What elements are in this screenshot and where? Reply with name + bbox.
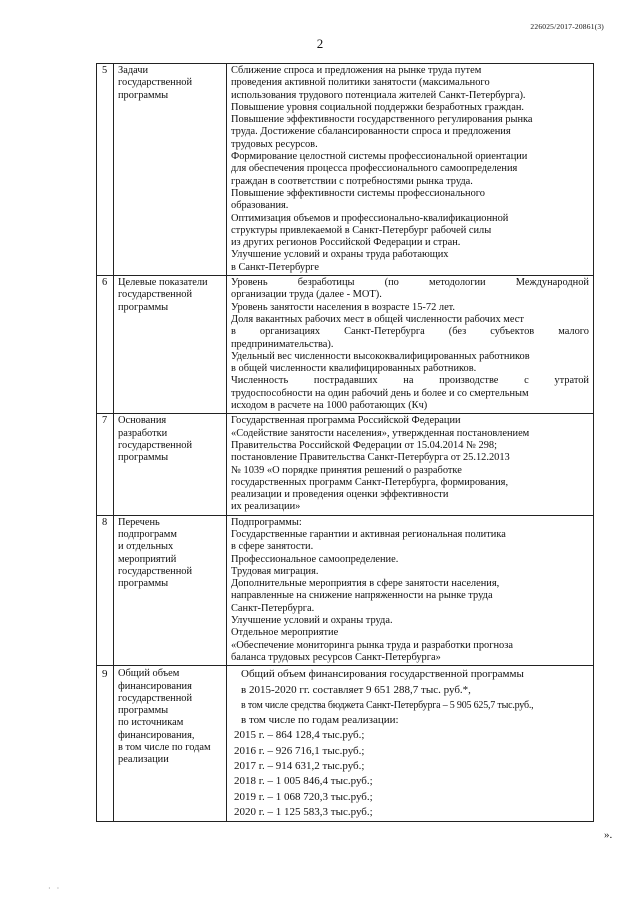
content-line: их реализации»: [231, 501, 301, 513]
title-line: программы: [118, 452, 169, 464]
content-line: трудовых ресурсов.: [231, 138, 318, 150]
content-line: Уровень безработицы (по методологии Международной: [231, 277, 589, 289]
content-line: Улучшение условий и охраны труда.: [231, 615, 393, 627]
row-number: 8: [97, 515, 114, 666]
title-line: реализации: [118, 754, 169, 766]
content-line: Повышение эффективности системы профессионального: [231, 187, 485, 199]
document-number: 226025/2017-20861(3): [530, 22, 604, 31]
content-line: Численность пострадавших на производстве с утратой: [231, 375, 589, 387]
content-line: Профессиональное самоопределение.: [231, 553, 399, 565]
row-content: [227, 515, 594, 666]
row-number: 6: [97, 276, 114, 414]
title-line: и отдельных: [118, 541, 174, 553]
content-line: в том числе по годам реализации:: [241, 714, 399, 727]
title-line: подпрограмм: [118, 528, 177, 540]
content-line: 2017 г. – 914 631,2 тыс.руб.;: [234, 760, 365, 773]
content-line: 2016 г. – 926 716,1 тыс.руб.;: [234, 744, 365, 757]
content-line: использования трудового потенциала жителей Санкт-Петербурга).: [231, 89, 526, 101]
title-line: программы: [118, 89, 169, 101]
content-line: постановление Правительства Санкт-Петербурга от 25.12.2013: [231, 452, 510, 464]
content-line: баланса трудовых ресурсов Санкт-Петербурга»: [231, 651, 441, 663]
content-line: Повышение эффективности государственного регулирования рынка: [231, 114, 533, 126]
content-line: 2015 г. – 864 128,4 тыс.руб.;: [234, 729, 365, 742]
content-line: структуры привлекаемой в Санкт-Петербург рабочей силы: [231, 224, 492, 236]
content-line: в сфере занятости.: [231, 541, 314, 553]
content-line: организации труда (далее - МОТ).: [231, 289, 382, 301]
content-line: в 2015-2020 гг. составляет 9 651 288,7 тыс. руб.*,: [241, 683, 471, 696]
row-title: [114, 666, 227, 822]
row-content: [227, 414, 594, 515]
content-line: Оптимизация объемов и профессионально-квалификационной: [231, 212, 509, 224]
title-line: финансирования,: [118, 729, 195, 741]
title-line: государственной: [118, 692, 193, 704]
table-row: [97, 64, 594, 276]
content-line: Уровень занятости населения в возрасте 15-72 лет.: [231, 301, 456, 313]
content-line: труда. Достижение сбалансированности спроса и предложения: [231, 126, 511, 138]
content-line: Формирование целостной системы профессиональной ориентации: [231, 151, 528, 163]
title-line: Задачи: [118, 65, 149, 76]
table-row: [97, 515, 594, 666]
row-number: 5: [97, 64, 114, 276]
content-line: Удельный вес численности высококвалифицированных работников: [231, 350, 530, 362]
content-line: исходом в расчете на 1000 работающих (Кч): [231, 400, 428, 412]
content-line: граждан в соответствии с потребностями рынка труда.: [231, 175, 473, 187]
table-row: [97, 666, 594, 822]
content-line: направленные на снижение напряженности на рынке труда: [231, 590, 493, 602]
content-line: Государственная программа Российской Федерации: [231, 415, 461, 427]
page-number: 2: [316, 36, 324, 51]
title-line: в том числе по годам: [118, 742, 211, 754]
content-line: Улучшение условий и охраны труда работающих: [231, 249, 449, 261]
title-line: программы: [118, 578, 169, 590]
content-line: Правительства Российской Федерации от 15.04.2014 № 298;: [231, 439, 497, 451]
title-line: финансирования: [118, 680, 192, 692]
content-line: государственных программ Санкт-Петербурга, формирования,: [231, 476, 509, 488]
row-content: [227, 64, 594, 276]
content-line: Дополнительные мероприятия в сфере занятости населения,: [231, 578, 500, 590]
content-line: Общий объем финансирования государственной программы: [241, 668, 524, 681]
content-line: в организациях Санкт-Петербурга (без субъектов малого: [231, 326, 589, 338]
title-line: Общий объем: [118, 668, 180, 680]
content-line: Отдельное мероприятие: [231, 627, 339, 639]
title-line: Перечень: [118, 516, 160, 528]
title-line: государственной: [118, 77, 193, 89]
content-line: из других регионов Российской Федерации и стран.: [231, 237, 461, 249]
row-title: [114, 414, 227, 515]
content-line: Санкт-Петербурга.: [231, 602, 315, 614]
title-line: Основания: [118, 415, 167, 427]
row-content: [227, 666, 594, 822]
footer-marks: · ·: [48, 884, 62, 893]
title-line: государственной: [118, 565, 193, 577]
passport-table: [96, 63, 594, 822]
title-line: государственной: [118, 439, 193, 451]
row-number: 9: [97, 666, 114, 822]
row-content: [227, 276, 594, 414]
table-row: [97, 414, 594, 515]
title-line: по источникам: [118, 717, 184, 729]
title-line: программы: [118, 301, 169, 313]
content-line: проведения активной политики занятости (максимального: [231, 77, 490, 89]
closing-quote: ».: [604, 829, 613, 841]
content-line: в Санкт-Петербурге: [231, 261, 320, 273]
content-line: Повышение уровня социальной поддержки безработных граждан.: [231, 101, 524, 113]
content-line: в общей численности квалифицированных работников.: [231, 363, 477, 375]
content-line: Сближение спроса и предложения на рынке труда путем: [231, 65, 482, 76]
table-row: [97, 276, 594, 414]
content-line: «Обеспечение мониторинга рынка труда и разработки прогноза: [231, 639, 513, 651]
row-title: [114, 515, 227, 666]
row-title: [114, 276, 227, 414]
content-line: Трудовая миграция.: [231, 565, 319, 577]
content-line: Подпрограммы:: [231, 516, 302, 528]
title-line: государственной: [118, 289, 193, 301]
content-line: 2019 г. – 1 068 720,3 тыс.руб.;: [234, 790, 373, 803]
row-title: [114, 64, 227, 276]
title-line: разработки: [118, 427, 168, 439]
content-line: 2020 г. – 1 125 583,3 тыс.руб.;: [234, 805, 373, 818]
content-line: № 1039 «О порядке принятия решений о разработке: [231, 464, 462, 476]
title-line: мероприятий: [118, 553, 177, 565]
content-line: 2018 г. – 1 005 846,4 тыс.руб.;: [234, 775, 373, 788]
content-line: «Содействие занятости населения», утвержденная постановлением: [231, 427, 530, 439]
content-line: Государственные гарантии и активная региональная политика: [231, 528, 506, 540]
title-line: программы: [118, 705, 169, 717]
content-line: реализации и проведения оценки эффективности: [231, 489, 449, 501]
title-line: Целевые показатели: [118, 277, 208, 289]
content-line: предпринимательства).: [231, 338, 334, 350]
content-line: Доля вакантных рабочих мест в общей численности рабочих мест: [231, 313, 524, 325]
content-line: в том числе средства бюджета Санкт-Петербурга – 5 905 625,7 тыс.руб.,: [241, 699, 534, 711]
row-number: 7: [97, 414, 114, 515]
content-line: образования.: [231, 200, 289, 212]
content-line: для обеспечения процесса профессионального самоопределения: [231, 163, 518, 175]
content-line: трудоспособности на один рабочий день и более и со смертельным: [231, 387, 529, 399]
